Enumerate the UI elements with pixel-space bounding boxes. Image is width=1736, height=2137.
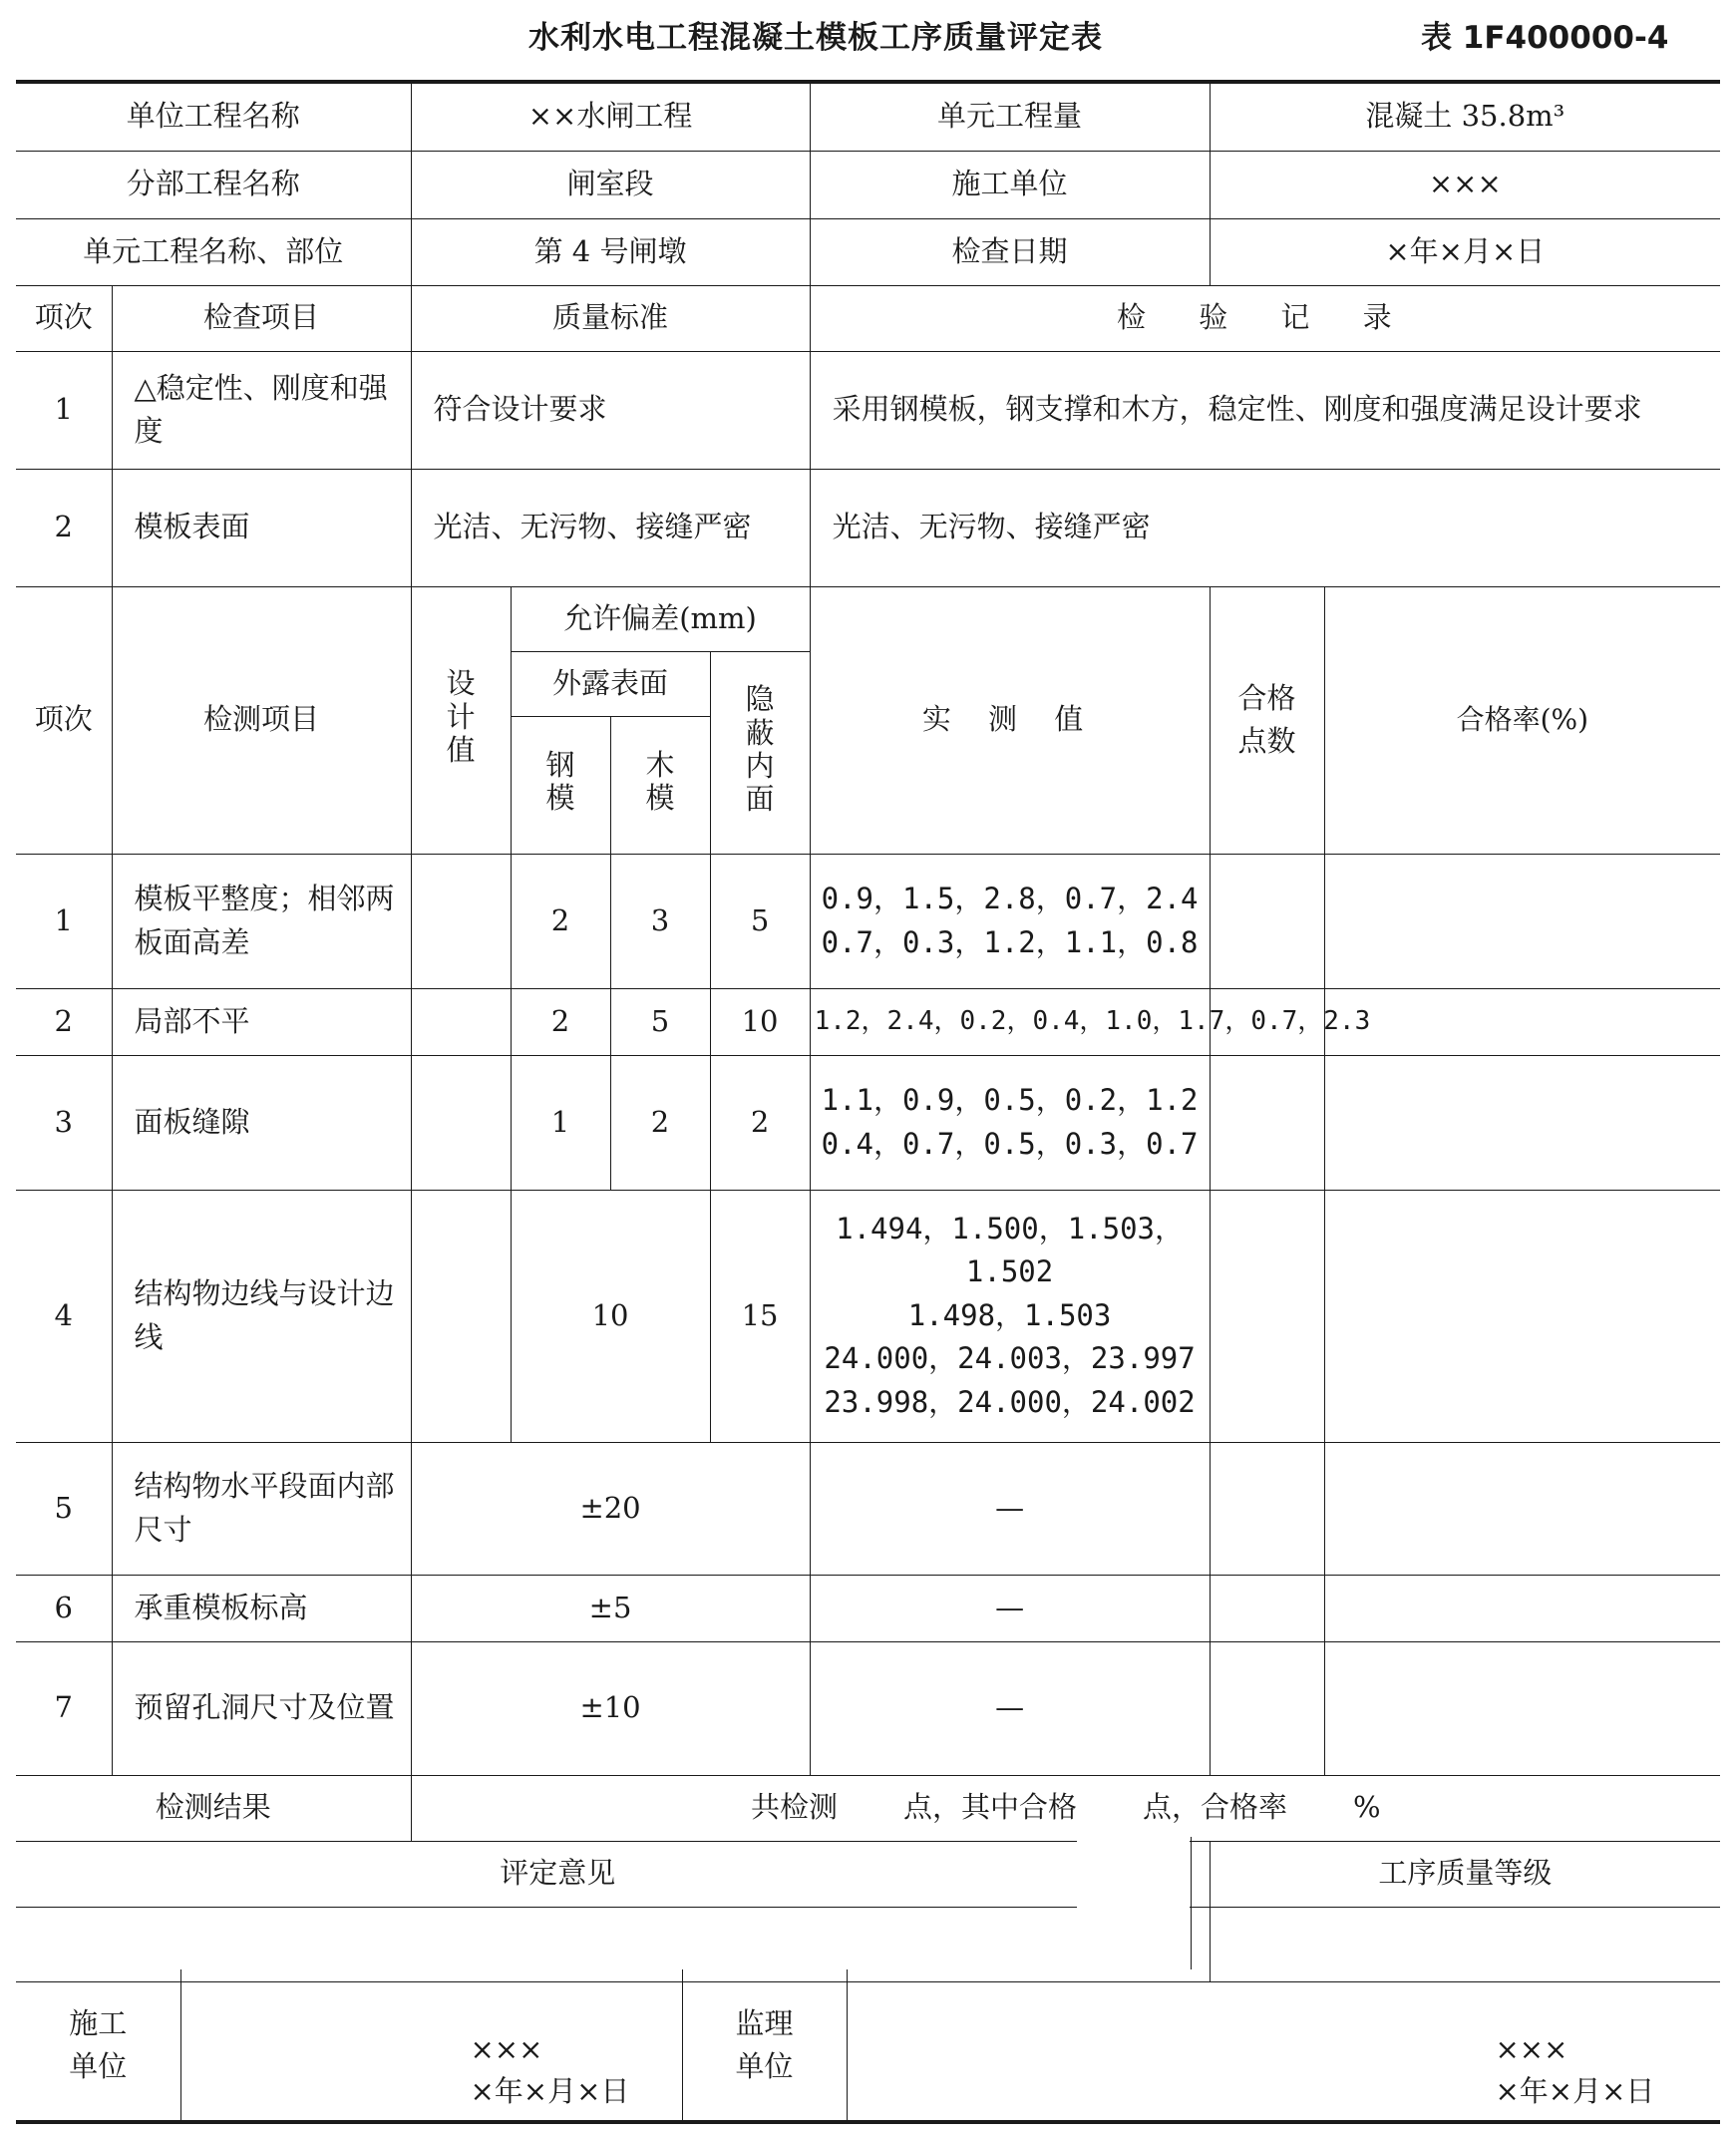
measurement-no: 3 xyxy=(16,1055,112,1190)
result-label: 检测结果 xyxy=(16,1775,411,1841)
evaluation-header xyxy=(16,1841,1720,1907)
inspection-row xyxy=(16,351,1720,469)
result-text-3: 点，合格率 xyxy=(1143,1790,1288,1825)
measured-values: — xyxy=(810,1641,1210,1775)
inspection-record: 采用钢模板，钢支撑和木方，稳定性、刚度和强度满足设计要求 xyxy=(810,351,1720,469)
measurement-item: 预留孔洞尺寸及位置 xyxy=(112,1641,411,1775)
unit-quantity-label: 单元工程量 xyxy=(810,82,1210,151)
measurement-row xyxy=(16,1442,1720,1575)
measurement-col-allow: 允许偏差(mm) xyxy=(511,586,810,651)
pass-points-cell xyxy=(1210,854,1324,988)
form-table xyxy=(16,82,1720,1982)
pass-rate-cell xyxy=(1324,988,1720,1055)
hidden-tolerance: 15 xyxy=(710,1190,810,1442)
measured-line: 0.4，0.7，0.5，0.3，0.7 xyxy=(821,1126,1199,1161)
inspection-item: △稳定性、刚度和强度 xyxy=(112,351,411,469)
form-title: 水利水电工程混凝土模板工序质量评定表 xyxy=(528,20,1103,56)
inspection-col-record: 检 验 记 录 xyxy=(810,285,1720,351)
hidden-tolerance: 5 xyxy=(710,854,810,988)
measurement-row xyxy=(16,1641,1720,1775)
measurement-no: 5 xyxy=(16,1442,112,1575)
table-number: 表 1F400000-4 xyxy=(1421,20,1669,56)
measured-line: 1.498，1.503 xyxy=(907,1297,1112,1332)
measurement-col-design xyxy=(411,586,511,854)
measurement-col-wood xyxy=(610,716,710,854)
evaluation-divider xyxy=(1191,1837,1192,1969)
measured-line: 0.7，0.3，1.2，1.1，0.8 xyxy=(821,924,1199,959)
pass-rate-cell xyxy=(1324,1641,1720,1775)
design-value-cell xyxy=(411,1055,511,1190)
measurement-row xyxy=(16,988,1720,1055)
measurement-item: 结构物边线与设计边线 xyxy=(112,1190,411,1442)
pass-points-cell xyxy=(1210,1575,1324,1641)
measurement-col-no: 项次 xyxy=(16,586,112,854)
measurement-col-item: 检测项目 xyxy=(112,586,411,854)
measurement-item: 承重模板标高 xyxy=(112,1575,411,1641)
design-value-cell xyxy=(411,1190,511,1442)
measured-line: 1.1，0.9，0.5，0.2，1.2 xyxy=(821,1083,1199,1117)
wood-tolerance: 3 xyxy=(610,854,710,988)
result-text-1: 共检测 xyxy=(750,1790,838,1825)
hidden-header-text: 隐蔽内面 xyxy=(745,682,775,817)
constructor-label: 施工单位 xyxy=(810,151,1210,218)
info-row xyxy=(16,82,1720,151)
supervision-label-text: 监理单位 xyxy=(735,2006,794,2083)
supervision-signature xyxy=(847,1969,1720,2120)
measured-line: 0.9，1.5，2.8，0.7，2.4 xyxy=(821,882,1199,915)
measurement-item: 局部不平 xyxy=(112,988,411,1055)
signature-table xyxy=(16,1969,1720,2120)
construction-label-text: 施工单位 xyxy=(69,2006,128,2083)
measurement-col-steel xyxy=(511,716,610,854)
measurement-no: 6 xyxy=(16,1575,112,1641)
pass-rate-cell xyxy=(1324,1442,1720,1575)
inspection-record: 光洁、无污物、接缝严密 xyxy=(810,469,1720,586)
measured-line: 23.998，24.000，24.002 xyxy=(824,1384,1196,1419)
signature-row xyxy=(16,1969,1720,2120)
measurement-no: 1 xyxy=(16,854,112,988)
measurement-col-exposed: 外露表面 xyxy=(511,651,710,716)
element-value: 第 4 号闸墩 xyxy=(411,218,810,285)
result-row xyxy=(16,1775,1720,1841)
measured-values xyxy=(810,988,1371,1055)
grade-label-text: 工序质量等级 xyxy=(1378,1856,1553,1891)
construction-name: ××× xyxy=(470,2031,543,2066)
division-value: 闸室段 xyxy=(411,151,810,218)
measurement-row xyxy=(16,1575,1720,1641)
pass-points-cell xyxy=(1210,1055,1324,1190)
supervision-name: ××× xyxy=(1495,2031,1568,2066)
unit-project-label: 单位工程名称 xyxy=(16,82,411,151)
info-row xyxy=(16,218,1720,285)
division-label: 分部工程名称 xyxy=(16,151,411,218)
steel-tolerance: 2 xyxy=(511,854,610,988)
grade-label xyxy=(1210,1841,1720,1907)
measured-values: — xyxy=(810,1442,1210,1575)
measurement-item: 模板平整度；相邻两板面高差 xyxy=(112,854,411,988)
inspection-row xyxy=(16,469,1720,586)
inspection-header xyxy=(16,285,1720,351)
divider-mask xyxy=(1077,1837,1190,1968)
measurement-row xyxy=(16,854,1720,988)
measurement-item: 面板缝隙 xyxy=(112,1055,411,1190)
pass-rate-cell xyxy=(1324,1190,1720,1442)
measured-values: — xyxy=(810,1575,1210,1641)
construction-date: ×年×月×日 xyxy=(470,2073,630,2108)
measurement-item: 结构物水平段面内部尺寸 xyxy=(112,1442,411,1575)
measurement-no: 4 xyxy=(16,1190,112,1442)
wood-tolerance: 2 xyxy=(610,1055,710,1190)
design-value-cell xyxy=(411,988,511,1055)
pass-points-cell xyxy=(1210,1641,1324,1775)
hidden-tolerance: 2 xyxy=(710,1055,810,1190)
measurement-col-pass-rate: 合格率(%) xyxy=(1324,586,1720,854)
measurement-row xyxy=(16,1055,1720,1190)
unit-project-value: ××水闸工程 xyxy=(411,82,810,151)
inspection-standard: 光洁、无污物、接缝严密 xyxy=(411,469,810,586)
pass-rate-cell xyxy=(1324,1055,1720,1190)
measured-line: 1.2，2.4，0.2，0.4，1.0，1.7，0.7，2.3 xyxy=(814,1006,1371,1036)
inspection-no: 2 xyxy=(16,469,112,586)
inspection-col-standard: 质量标准 xyxy=(411,285,810,351)
design-value-cell xyxy=(411,854,511,988)
measured-line: 1.494，1.500，1.503，1.502 xyxy=(836,1211,1185,1289)
measured-values xyxy=(810,1055,1210,1190)
steel-tolerance: 1 xyxy=(511,1055,610,1190)
wood-tolerance: 5 xyxy=(610,988,710,1055)
construction-signature xyxy=(180,1969,682,2120)
wood-header-text: 木模 xyxy=(645,748,675,816)
measurement-col-measured: 实 测 值 xyxy=(810,586,1210,854)
inspection-item: 模板表面 xyxy=(112,469,411,586)
allow-tolerance: ±10 xyxy=(411,1641,810,1775)
pass-rate-cell xyxy=(1324,1575,1720,1641)
measurement-header xyxy=(16,586,1720,651)
bottom-rule xyxy=(16,2120,1720,2124)
construction-label xyxy=(16,1969,180,2120)
inspection-col-item: 检查项目 xyxy=(112,285,411,351)
date-label: 检查日期 xyxy=(810,218,1210,285)
result-text-2: 点，其中合格 xyxy=(903,1790,1078,1825)
pass-points-cell xyxy=(1210,1190,1324,1442)
result-text-4: % xyxy=(1353,1790,1381,1825)
measurement-row xyxy=(16,1190,1720,1442)
measurement-col-pass-points: 合格点数 xyxy=(1210,586,1324,854)
inspection-no: 1 xyxy=(16,351,112,469)
measurement-no: 2 xyxy=(16,988,112,1055)
measurement-no: 7 xyxy=(16,1641,112,1775)
date-value: ×年×月×日 xyxy=(1210,218,1720,285)
hidden-tolerance: 10 xyxy=(710,988,810,1055)
exposed-tolerance: 10 xyxy=(511,1190,710,1442)
supervision-label xyxy=(682,1969,847,2120)
measured-values xyxy=(810,854,1210,988)
pass-points-cell xyxy=(1210,1442,1324,1575)
allow-tolerance: ±5 xyxy=(411,1575,810,1641)
measurement-col-hidden xyxy=(710,651,810,854)
measured-line: 24.000，24.003，23.997 xyxy=(824,1341,1196,1376)
measured-values xyxy=(810,1190,1210,1442)
steel-tolerance: 2 xyxy=(511,988,610,1055)
inspection-standard: 符合设计要求 xyxy=(411,351,810,469)
element-label: 单元工程名称、部位 xyxy=(16,218,411,285)
inspection-col-no: 项次 xyxy=(16,285,112,351)
allow-tolerance: ±20 xyxy=(411,1442,810,1575)
design-value-header-text: 设计值 xyxy=(446,666,476,768)
opinion-label: 评定意见 xyxy=(16,1841,1210,1907)
result-text xyxy=(411,1775,1720,1841)
info-row xyxy=(16,151,1720,218)
supervision-date: ×年×月×日 xyxy=(1495,2073,1655,2108)
constructor-value: ××× xyxy=(1210,151,1720,218)
steel-header-text: 钢模 xyxy=(545,748,575,816)
unit-quantity-value: 混凝土 35.8m³ xyxy=(1210,82,1720,151)
pass-rate-cell xyxy=(1324,854,1720,988)
